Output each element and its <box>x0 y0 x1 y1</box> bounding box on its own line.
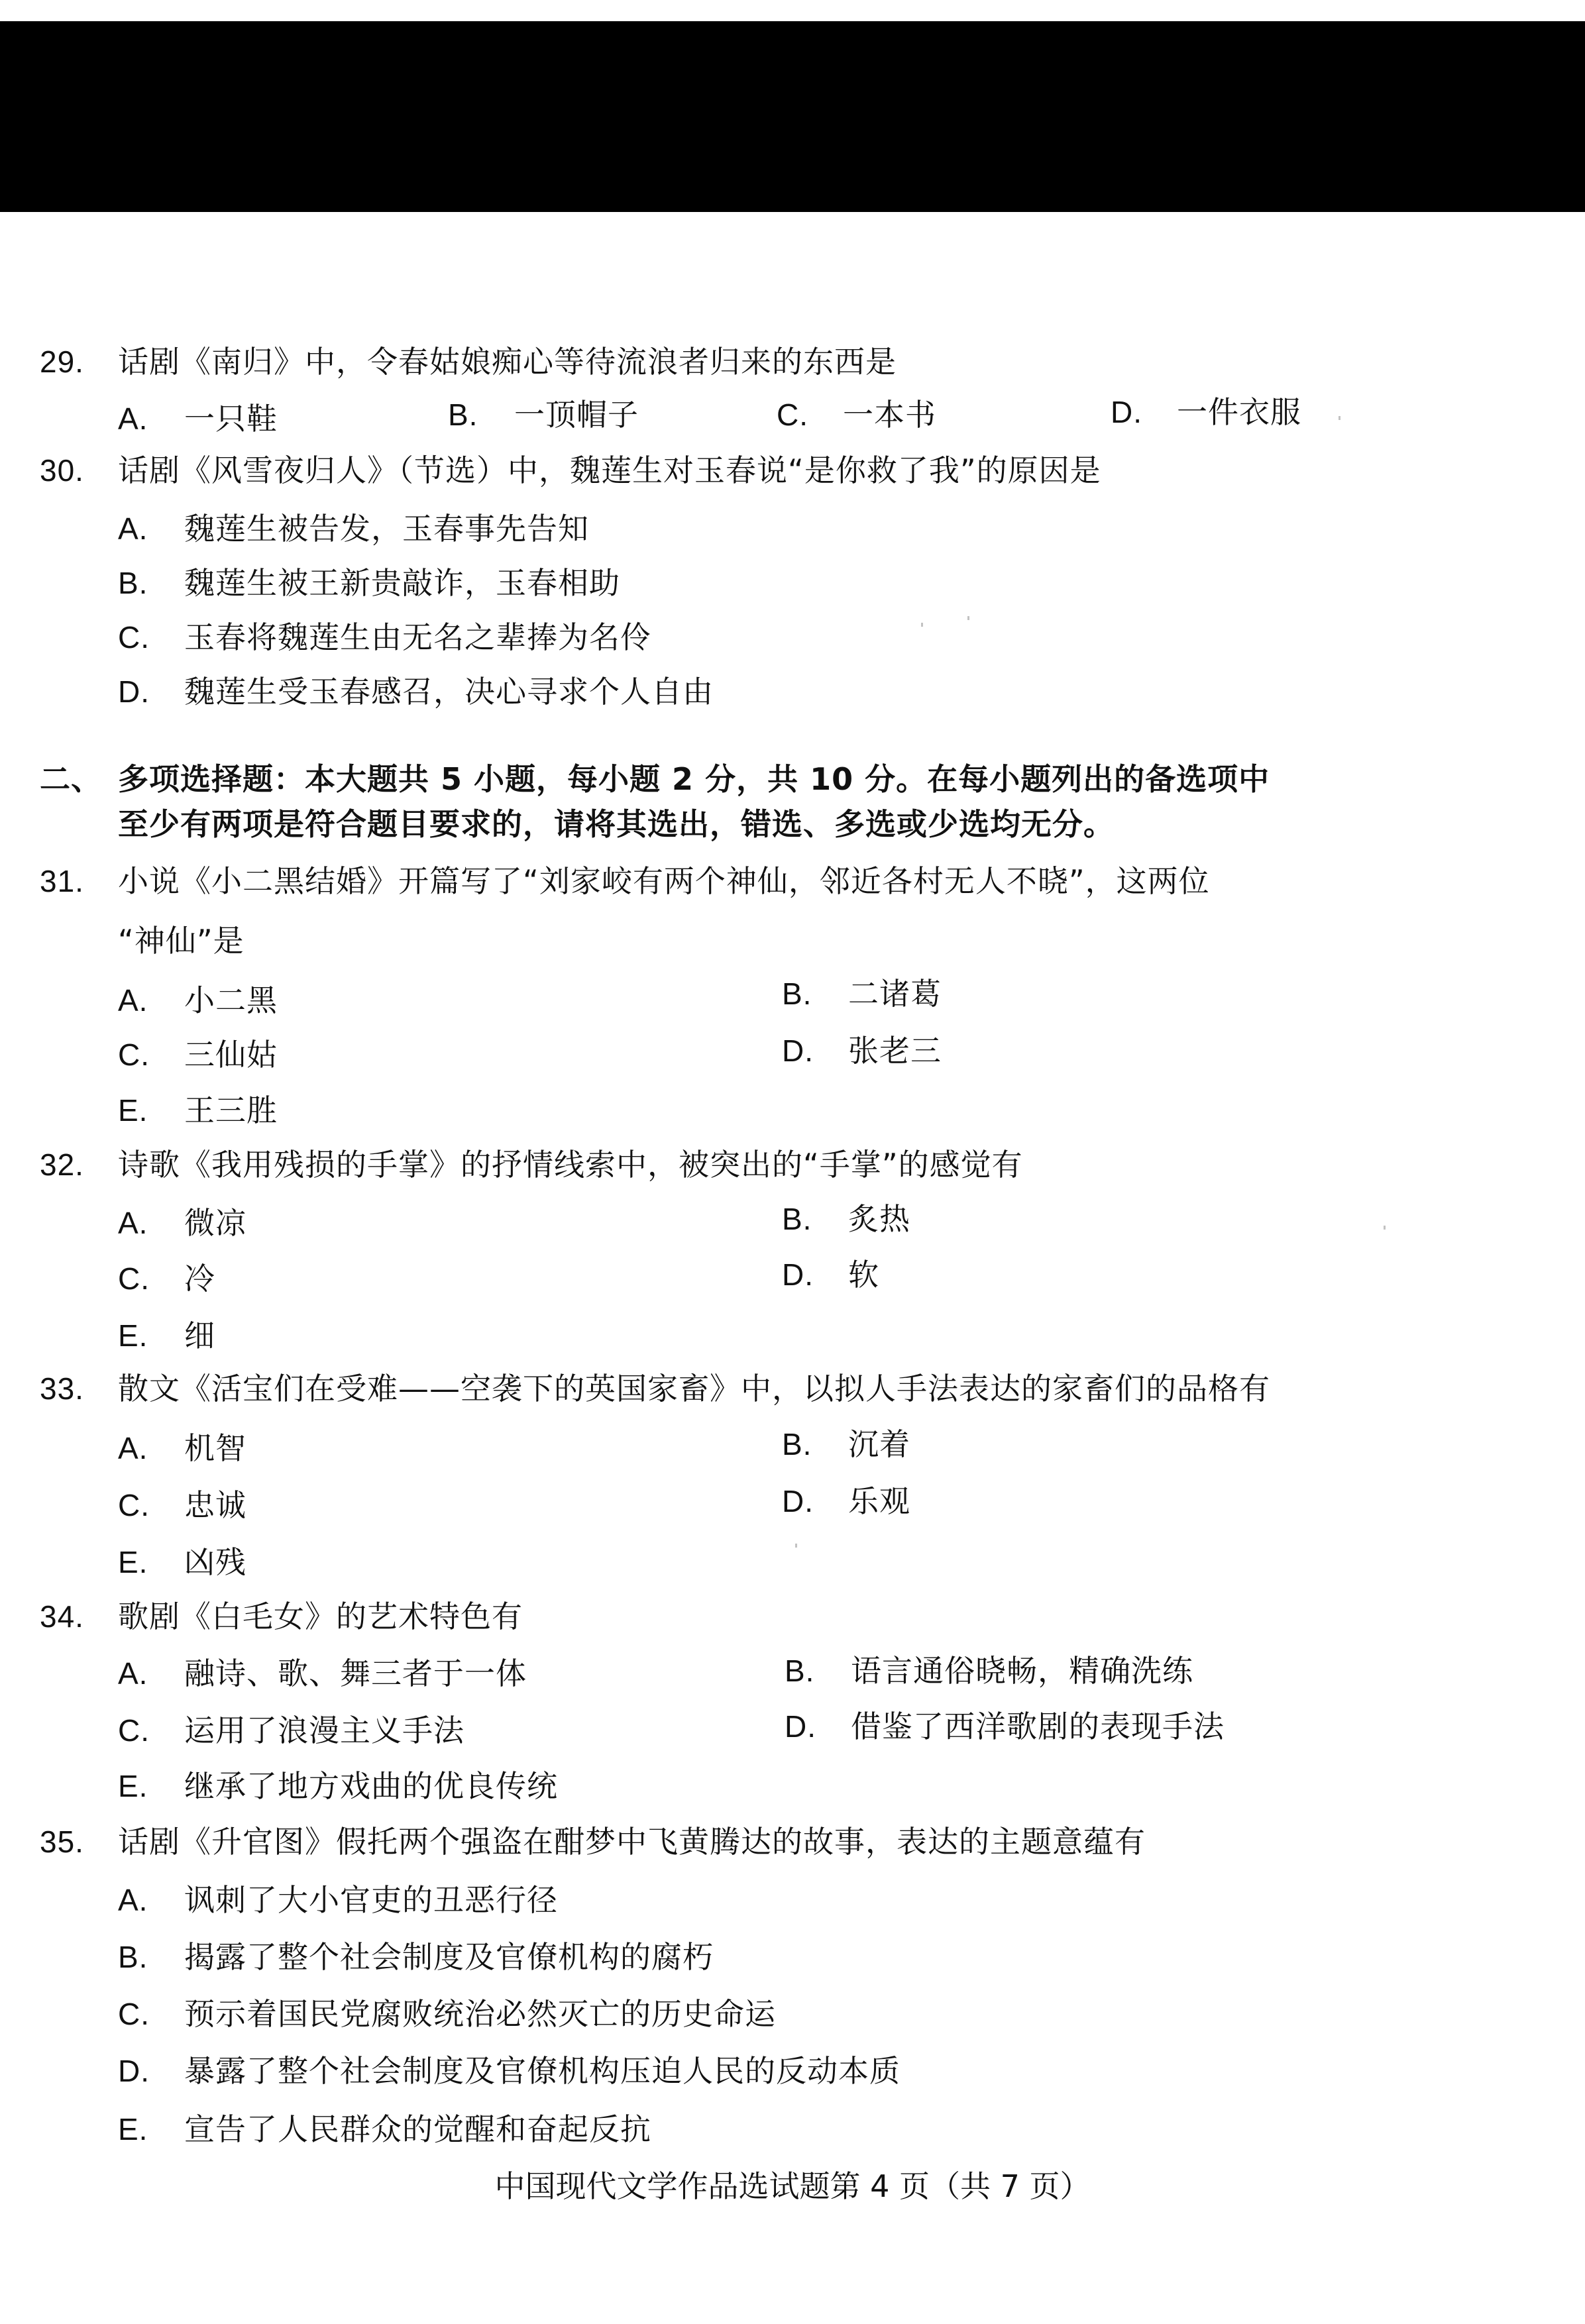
option-text: 魏莲生受玉春感召，决心寻求个人自由 <box>184 674 714 710</box>
scan-speck <box>967 616 969 620</box>
q35-option-d[interactable] <box>118 2052 901 2089</box>
option-letter: E. <box>118 1318 148 1353</box>
option-letter: C. <box>777 397 808 432</box>
option-letter: E. <box>118 1769 148 1803</box>
option-letter: B. <box>118 1940 148 1974</box>
option-letter: C. <box>118 1713 150 1748</box>
q29-option-a[interactable] <box>118 400 278 437</box>
question-text: 诗歌《我用残损的手掌》的抒情线索中，被突出的“手掌”的感觉有 <box>118 1147 1023 1183</box>
option-text: 继承了地方戏曲的优良传统 <box>184 1768 558 1804</box>
option-letter: D. <box>118 2054 150 2088</box>
q32-option-c[interactable] <box>118 1260 215 1297</box>
q30-option-a[interactable] <box>118 510 589 547</box>
question-number: 34. <box>40 1599 84 1634</box>
option-text: 宣告了人民群众的觉醒和奋起反抗 <box>184 2111 651 2147</box>
question-29-stem <box>40 343 897 380</box>
option-text: 微凉 <box>184 1205 246 1241</box>
question-number: 29. <box>40 344 84 379</box>
section-number: 二、 <box>40 761 102 797</box>
option-letter: D. <box>782 1484 814 1518</box>
option-letter: A. <box>118 1656 148 1691</box>
option-text: 魏莲生被告发，玉春事先告知 <box>184 511 589 547</box>
q30-option-d[interactable] <box>118 673 714 710</box>
option-text: 小二黑 <box>184 982 278 1018</box>
q35-option-a[interactable] <box>118 1881 558 1919</box>
option-text: 融诗、歌、舞三者于一体 <box>184 1656 527 1691</box>
option-letter: E. <box>118 2112 148 2146</box>
q31-option-b[interactable] <box>782 975 942 1012</box>
option-letter: A. <box>118 983 148 1018</box>
option-text: 乐观 <box>848 1483 910 1519</box>
q30-option-b[interactable] <box>118 564 620 602</box>
question-number: 30. <box>40 453 84 488</box>
option-letter: C. <box>118 1488 150 1522</box>
question-text: 散文《活宝们在受难——空袭下的英国家畜》中，以拟人手法表达的家畜们的品格有 <box>118 1371 1270 1406</box>
q31-option-a[interactable] <box>118 982 278 1019</box>
question-text: 话剧《升官图》假托两个强盗在酣梦中飞黄腾达的故事，表达的主题意蕴有 <box>118 1824 1146 1860</box>
question-34-stem <box>40 1598 523 1635</box>
scan-speck <box>1384 1226 1386 1230</box>
option-letter: B. <box>448 397 478 432</box>
option-text: 三仙姑 <box>184 1037 278 1073</box>
option-letter: D. <box>782 1257 814 1292</box>
scan-speck <box>921 623 923 627</box>
option-letter: B. <box>782 1202 812 1236</box>
option-letter: A. <box>118 401 148 436</box>
q33-option-d[interactable] <box>782 1483 910 1520</box>
option-text: 一件衣服 <box>1177 394 1301 430</box>
option-text: 讽刺了大小官吏的丑恶行径 <box>184 1882 558 1918</box>
option-text: 借鉴了西洋歌剧的表现手法 <box>851 1709 1225 1744</box>
option-letter: C. <box>118 1037 150 1072</box>
option-letter: B. <box>785 1654 815 1688</box>
option-text: 炙热 <box>848 1201 910 1237</box>
question-text: 话剧《风雪夜归人》（节选）中，魏莲生对玉春说“是你救了我”的原因是 <box>118 452 1101 488</box>
option-letter: A. <box>118 1883 148 1917</box>
option-text: 机智 <box>184 1430 246 1466</box>
option-text: 沉着 <box>848 1426 910 1462</box>
q34-option-e[interactable] <box>118 1768 558 1805</box>
page-footer: 中国现代文学作品选试题第 4 页（共 7 页） <box>494 2168 1091 2204</box>
q32-option-a[interactable] <box>118 1204 246 1241</box>
option-text: 软 <box>848 1257 879 1293</box>
option-letter: A. <box>118 511 148 546</box>
option-text: 运用了浪漫主义手法 <box>184 1713 465 1748</box>
question-number: 31. <box>40 864 84 898</box>
option-text: 二诸葛 <box>848 976 942 1012</box>
option-text: 一顶帽子 <box>514 397 639 433</box>
option-text: 一本书 <box>843 397 936 433</box>
scan-speck <box>795 1544 797 1548</box>
section-2-heading-line-2: 至少有两项是符合题目要求的，请将其选出，错选、多选或少选均无分。 <box>118 806 1115 842</box>
option-text: 暴露了整个社会制度及官僚机构压迫人民的反动本质 <box>184 2053 901 2089</box>
q32-option-b[interactable] <box>782 1200 910 1238</box>
option-text: 预示着国民党腐败统治必然灭亡的历史命运 <box>184 1996 776 2032</box>
option-letter: D. <box>118 674 150 709</box>
q33-option-a[interactable] <box>118 1430 246 1467</box>
option-letter: D. <box>1111 395 1142 429</box>
question-number: 33. <box>40 1371 84 1406</box>
question-text: 小说《小二黑结婚》开篇写了“刘家峧有两个神仙，邻近各村无人不晓”，这两位 <box>118 863 1210 899</box>
question-35-stem <box>40 1823 1146 1860</box>
q34-option-b[interactable] <box>785 1652 1193 1689</box>
option-text: 王三胜 <box>184 1092 278 1128</box>
option-letter: E. <box>118 1093 148 1128</box>
q33-option-c[interactable] <box>118 1487 246 1524</box>
question-32-stem <box>40 1146 1023 1183</box>
question-30-stem <box>40 452 1101 489</box>
q33-option-b[interactable] <box>782 1426 910 1463</box>
q35-option-c[interactable] <box>118 1995 776 2033</box>
q35-option-b[interactable] <box>118 1938 714 1976</box>
option-text: 语言通俗晓畅，精确洗练 <box>851 1653 1193 1689</box>
q31-option-e[interactable] <box>118 1092 278 1129</box>
q29-option-b[interactable] <box>448 396 639 433</box>
question-text: 话剧《南归》中，令春姑娘痴心等待流浪者归来的东西是 <box>118 344 897 380</box>
question-31-stem-cont: “神仙”是 <box>118 923 245 959</box>
q32-option-e[interactable] <box>118 1317 215 1354</box>
q29-option-d[interactable] <box>1111 394 1301 431</box>
question-text: 歌剧《白毛女》的艺术特色有 <box>118 1599 523 1634</box>
section-2-heading <box>40 761 1270 798</box>
section-instructions-line-1: 多项选择题：本大题共 5 小题，每小题 2 分，共 10 分。在每小题列出的备选项中 <box>118 761 1270 797</box>
option-text: 揭露了整个社会制度及官僚机构的腐朽 <box>184 1939 714 1975</box>
option-letter: D. <box>785 1709 816 1744</box>
option-text: 魏莲生被王新贵敲诈，玉春相助 <box>184 565 620 601</box>
option-letter: D. <box>782 1033 814 1068</box>
q32-option-d[interactable] <box>782 1256 879 1293</box>
q34-option-c[interactable] <box>118 1712 465 1749</box>
option-letter: C. <box>118 620 150 655</box>
option-text: 凶残 <box>184 1544 246 1580</box>
q29-option-c[interactable] <box>777 396 936 433</box>
question-31-stem <box>40 863 1210 900</box>
option-letter: A. <box>118 1431 148 1465</box>
q34-option-d[interactable] <box>785 1708 1225 1745</box>
option-letter: B. <box>782 977 812 1011</box>
option-text: 张老三 <box>848 1033 942 1069</box>
question-number: 32. <box>40 1147 84 1182</box>
q34-option-a[interactable] <box>118 1655 527 1692</box>
option-letter: B. <box>782 1427 812 1461</box>
q31-option-c[interactable] <box>118 1036 278 1073</box>
q31-option-d[interactable] <box>782 1032 942 1069</box>
option-text: 忠诚 <box>184 1487 246 1523</box>
q33-option-e[interactable] <box>118 1544 246 1581</box>
option-text: 玉春将魏莲生由无名之辈捧为名伶 <box>184 619 651 655</box>
question-33-stem <box>40 1370 1270 1407</box>
option-text: 细 <box>184 1318 215 1353</box>
scan-speck <box>1339 416 1340 420</box>
option-letter: B. <box>118 566 148 600</box>
option-letter: A. <box>118 1206 148 1240</box>
question-number: 35. <box>40 1824 84 1859</box>
option-text: 一只鞋 <box>184 401 278 437</box>
option-text: 冷 <box>184 1261 215 1296</box>
option-letter: E. <box>118 1545 148 1579</box>
q30-option-c[interactable] <box>118 619 651 656</box>
option-letter: C. <box>118 1261 150 1296</box>
option-letter: C. <box>118 1997 150 2031</box>
q35-option-e[interactable] <box>118 2111 651 2148</box>
